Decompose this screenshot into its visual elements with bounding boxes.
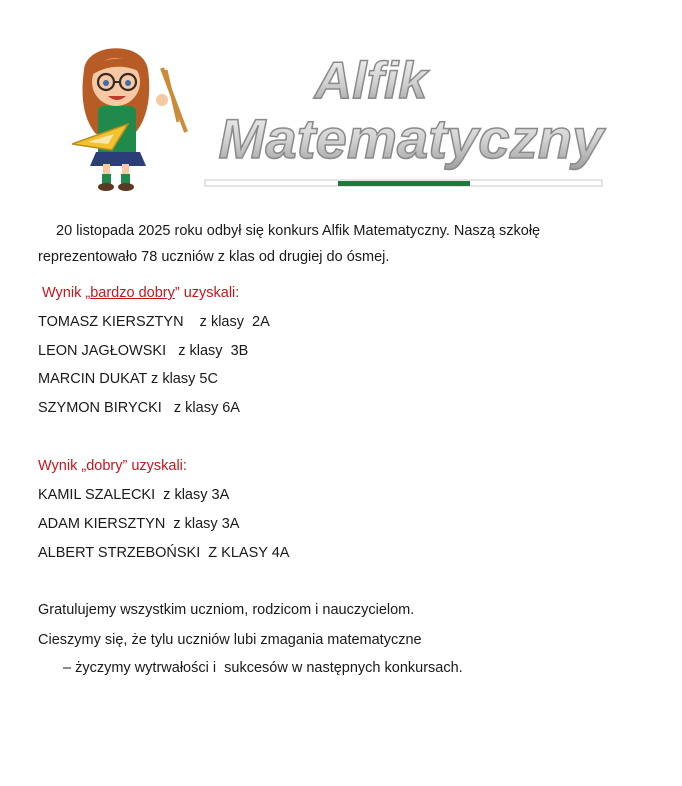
intro-line-2: reprezentowało 78 uczniów z klas od drugiej do ósmej. — [38, 249, 390, 265]
closing-line-2: Cieszymy się, że tylu uczniów lubi zmagania matematyczne — [38, 632, 422, 648]
student-line: ADAM KIERSZTYN z klasy 3A — [38, 516, 240, 532]
student-line: MARCIN DUKAT z klasy 5C — [38, 371, 218, 387]
very-good-highlight: bardzo dobry — [90, 285, 175, 301]
student-line: ALBERT STRZEBOŃSKI Z KLASY 4A — [38, 545, 290, 561]
very-good-suffix: ” uzyskali: — [174, 285, 240, 301]
logo-title-line1: Alfik — [314, 52, 428, 110]
logo-underline-accent — [338, 181, 470, 186]
intro-line-1: 20 listopada 2025 roku odbył się konkurs Alfik Matematyczny. Naszą szkołę — [56, 223, 541, 239]
student-line: TOMASZ KIERSZTYN z klasy 2A — [38, 314, 270, 330]
closing-line-1: Gratulujemy wszystkim uczniom, rodzicom i nauczycielom. — [38, 602, 415, 618]
very-good-prefix: Wynik „ — [42, 285, 91, 301]
student-line: KAMIL SZALECKI z klasy 3A — [38, 487, 230, 503]
alfik-logo — [66, 40, 611, 200]
closing-line-3: – życzymy wytrwałości i sukcesów w następnych konkursach. — [63, 660, 463, 676]
good-heading: Wynik „dobry” uzyskali: — [38, 458, 187, 474]
student-line: LEON JAGŁOWSKI z klasy 3B — [38, 343, 249, 359]
mascot-girl-illustration — [72, 48, 186, 191]
student-line: SZYMON BIRYCKI z klasy 6A — [38, 400, 240, 416]
logo-title-line2: Matematyczny — [218, 107, 607, 170]
very-good-heading — [42, 284, 239, 302]
